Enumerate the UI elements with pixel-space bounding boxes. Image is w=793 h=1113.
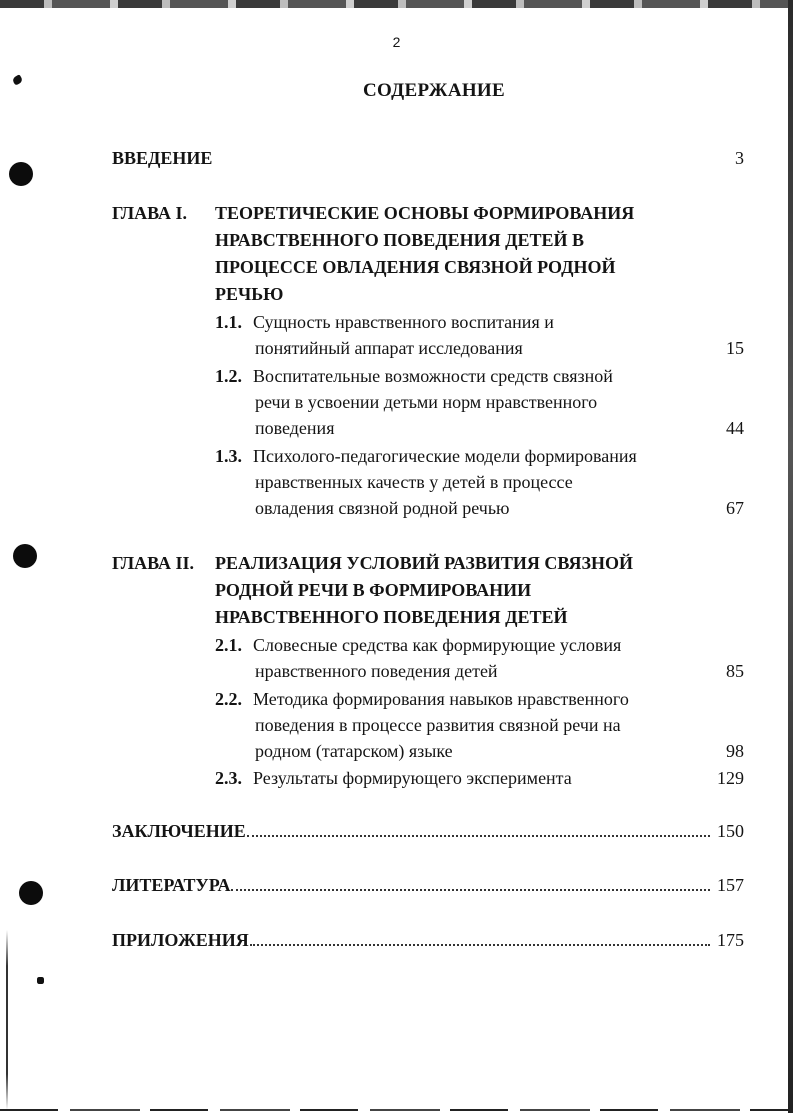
appendices-label: ПРИЛОЖЕНИЯ [112, 930, 249, 950]
section-1-3-line-1: 1.3. Психолого-педагогические модели формирования [112, 443, 744, 469]
scan-right-edge [788, 0, 793, 1113]
introduction-page: 3 [735, 148, 744, 168]
section-2-1-number: 2.1. [215, 635, 242, 655]
appendices-dot-leader [250, 943, 710, 946]
literature-page: 157 [717, 875, 744, 895]
section-1-1-line-1: 1.1. Сущность нравственного воспитания и [112, 309, 744, 335]
section-1-2-line-1: 1.2. Воспитательные возможности средств связной [112, 363, 744, 389]
scan-top-edge [0, 0, 793, 8]
page-number: 2 [392, 34, 401, 50]
chapter-2-title-line-2: РОДНОЙ РЕЧИ В ФОРМИРОВАНИИ [215, 580, 532, 600]
section-1-1-page: 15 [726, 338, 744, 358]
section-1-3-line-3: овладения связной родной речью 67 [112, 495, 744, 521]
conclusion-dot-leader [247, 834, 710, 837]
punch-hole-3 [19, 881, 43, 905]
section-2-2-line-1: 2.2. Методика формирования навыков нравственного [112, 686, 744, 712]
chapter-1-title-line-3: ПРОЦЕССЕ ОВЛАДЕНИЯ СВЯЗНОЙ РОДНОЙ [215, 257, 616, 277]
section-2-2-number: 2.2. [215, 689, 242, 709]
section-2-1-line-1: 2.1. Словесные средства как формирующие условия [112, 632, 744, 658]
chapter-1-title-line-2: НРАВСТВЕННОГО ПОВЕДЕНИЯ ДЕТЕЙ В [215, 230, 585, 250]
section-2-3-page: 129 [717, 768, 744, 788]
appendices-page: 175 [717, 930, 744, 950]
chapter-2-title-line-1: ГЛАВА II. РЕАЛИЗАЦИЯ УСЛОВИЙ РАЗВИТИЯ СВЯЗНОЙ [112, 550, 744, 576]
introduction-label: ВВЕДЕНИЕ [112, 148, 213, 168]
toc-title: СОДЕРЖАНИЕ [363, 80, 505, 101]
chapter-1-title-line-4: РЕЧЬЮ [215, 284, 284, 304]
section-1-1-number: 1.1. [215, 312, 242, 332]
scan-bottom-edge [0, 1109, 793, 1111]
chapter-2-title-line-3: НРАВСТВЕННОГО ПОВЕДЕНИЯ ДЕТЕЙ [215, 607, 568, 627]
toc-entry-literature [112, 872, 744, 898]
section-2-2-line-2: поведения в процессе развития связной речи на [255, 715, 621, 735]
punch-hole-2 [13, 544, 37, 568]
scan-speck-2 [37, 977, 44, 984]
chapter-2-label: ГЛАВА II. [112, 553, 195, 573]
section-1-3-line-2: нравственных качеств у детей в процессе [255, 472, 573, 492]
literature-label: ЛИТЕРАТУРА [112, 875, 231, 895]
literature-dot-leader [231, 888, 710, 891]
section-1-1-line-2: понятийный аппарат исследования 15 [112, 335, 744, 361]
section-2-3-line-1: 2.3. Результаты формирующего эксперимента 129 [112, 765, 744, 791]
chapter-1-label: ГЛАВА I. [112, 203, 188, 223]
conclusion-label: ЗАКЛЮЧЕНИЕ [112, 821, 246, 841]
toc-entry-introduction [112, 145, 744, 171]
section-2-2-line-3: родном (татарском) языке 98 [112, 738, 744, 764]
section-1-2-number: 1.2. [215, 366, 242, 386]
section-2-2-page: 98 [726, 741, 744, 761]
punch-hole-1 [9, 162, 33, 186]
section-1-3-page: 67 [726, 498, 744, 518]
section-2-1-page: 85 [726, 661, 744, 681]
toc-entry-conclusion [112, 818, 744, 844]
section-1-2-line-2: речи в усвоении детьми норм нравственного [255, 392, 598, 412]
toc-entry-appendices [112, 927, 744, 953]
chapter-1-title-line-1: ГЛАВА I. ТЕОРЕТИЧЕСКИЕ ОСНОВЫ ФОРМИРОВАНИЯ [112, 200, 744, 226]
section-2-3-number: 2.3. [215, 768, 242, 788]
section-2-1-line-2: нравственного поведения детей 85 [112, 658, 744, 684]
section-1-3-number: 1.3. [215, 446, 242, 466]
section-1-2-line-3: поведения 44 [112, 415, 744, 441]
scan-left-edge-line [6, 930, 8, 1110]
section-1-2-page: 44 [726, 418, 744, 438]
conclusion-page: 150 [717, 821, 744, 841]
